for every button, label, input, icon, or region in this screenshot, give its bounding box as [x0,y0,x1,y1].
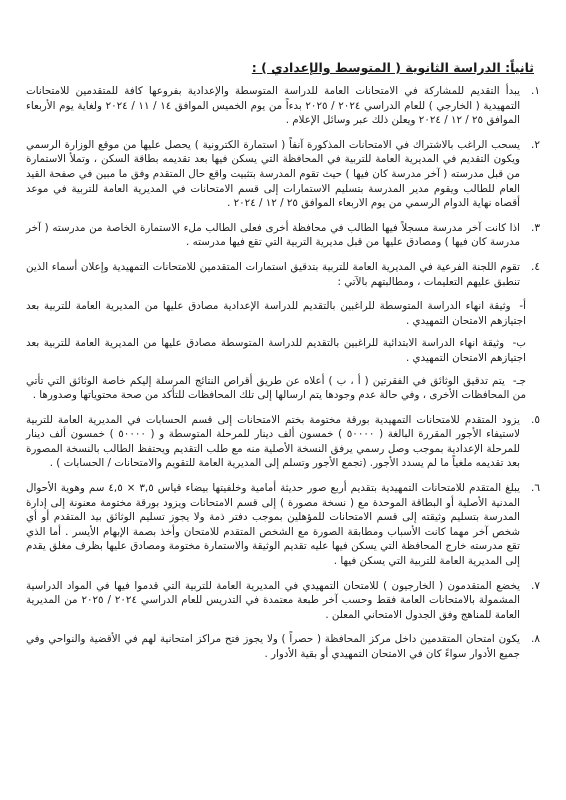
item-number: .١ [531,85,540,97]
item-text: يسحب الراغب بالاشتراك في الامتحانات المذكورة آنفاً ( استمارة الكترونية ) يحصل عليها من موقع الوزارة الرسمي ويكون التقديم في المديرية العامة للتربية في المحافظة التي يسكن فيها بعد تقديمه بطاقة السكن ، وتملأ الاستمارة من قبل مدرسته ( آخر مدرسة كان فيها ) حيث تقوم المدرسة بتثبيت واقع حال المتقدم وفق ما مبين في صفحة القيد العام للطالب ويقوم مدير المدرسة بتسليم الاستمارات إلى قسم الامتحانات في المديرية العامة للتربية في موعد أقصاه نهاية الدوام الرسمي من يوم الاربعاء الموافق ٢٥ / ١٢ / ٢٠٢٤ . [26,138,520,210]
item-number: .٦ [531,482,540,495]
list-item [26,481,540,569]
item-number: .٢ [531,138,540,151]
sub-item [26,374,526,403]
sub-item-text: وثيقة انهاء الدراسة الابتدائية للراغبين بالتقديم للدراسة المتوسطة مصادق عليها من المديرية العامة للتربية بعد اجتيازهم الامتحان التمهيدي . [26,337,526,364]
sub-item-label: أ- [519,300,526,313]
item-number: .٥ [531,413,540,426]
item-number: .٤ [531,260,540,273]
item-text: يخضع المتقدمون ( الخارجيون ) للامتحان التمهيدي في المديرية العامة للتربية التي قدموا فيها في المواد الدراسية المشمولة بالامتحانات العامة فقط وحسب آخر طبعة معتمدة في التدريس للعام الدراسي ٢٠٢٤ / ٢٠٢٥ من المديرية العامة للمناهج وفق الجدول الامتحاني المعلن . [26,579,521,621]
item-text: يكون امتحان المتقدمين داخل مركز المحافظة ( حصراً ) ولا يجوز فتح مراكز امتحانية لهم في الأقضية والنواحي وفي جميع الأدوار سواءً كان في الامتحان التمهيدي أو بقية الأدوار . [26,633,520,660]
item-number: .٣ [531,221,540,234]
item-text: يزود المتقدم للامتحانات التمهيدية بورقة مختومة بختم الامتحانات إلى قسم الحسابات في المديرية العامة للتربية لاستيفاء الأجور المقررة البالغة ( ٥٠٠٠٠ ) خمسون ألف دينار للمرحلة المتوسطة و ( ٥٠٠٠٠ ) خمسون ألف دينار للمرحلة الإعدادية بموجب وصل رسمي يرفق النسخة الأصلية منه مع طلب التقديم ويحتفظ الطالب بالنسخة المصورة بعد تقديمه ملغياً ما لم يسدد الأجور. (تجمع الأجور وتسلم إلى المديرية العامة للتقويم والامتحانات / الحسابات ) . [26,413,520,470]
list-item [26,260,540,289]
sub-item [26,336,526,365]
sub-item-text: يتم تدقيق الوثائق في الفقرتين ( أ ، ب ) أعلاه عن طريق أقراص النتائج المرسلة إليكم خاصة الوثائق التي تأتي من المحافظات الأخرى ، وفي حالة عدم وجودها يتم ارسالها إلى تلك المحافظات للتأكد من صحة محتوياتها وصدورها . [26,374,526,402]
item-text: يبدأ التقديم للمشاركة في الامتحانات العامة للدراسة المتوسطة والإعدادية بفروعها كافة للمتقدمين للامتحانات التمهيدية ( الخارجي ) للعام الدراسي ٢٠٢٤ / ٢٠٢٥ بدءاً من يوم الخميس الموافق ١٤ / ١١ / ٢٠٢٤ ولغاية يوم الأربعاء الموافق ٢٥ / ١٢ / ٢٠٢٤ ويعلن ذلك عبر وسائل الإعلام . [26,85,521,127]
item-number: .٧ [531,579,540,592]
sub-item [26,299,526,328]
item-text: تقوم اللجنة الفرعية في المديرية العامة للتربية بتدقيق استمارات المتقدمين للامتحانات التمهيدية وإعلان أسماء الذين تنطبق عليهم التعليمات ، ومطالبتهم بالآتي : [26,260,520,288]
sub-item-label: ب- [512,337,527,350]
item-text: اذا كانت آخر مدرسة مسجلاً فيها الطالب في محافظة أخرى فعلى الطالب ملء الاستمارة الخاصة من مدرسته ( آخر مدرسة كان فيها ) ومصادق عليها من قبل مديرية التربية التي تقع فيها مدرسته . [26,221,520,249]
list-item [26,579,540,623]
document-body [26,84,540,672]
list-item [26,413,540,471]
list-item [26,138,540,211]
item-number: .٨ [531,633,540,646]
sub-item-text: وثيقة انهاء الدراسة المتوسطة للراغبين بالتقديم للدراسة الإعدادية مصادق عليها من المديرية العامة للتربية بعد اجتيازهم الامتحان التمهيدي . [26,300,526,327]
list-item [26,221,540,250]
item-text: يبلغ المتقدم للامتحانات التمهيدية بتقديم أربع صور حديثة أمامية وخلفيتها بيضاء قياس ٣,٥ × ٤,٥ سم وهوية الأحوال المدنية الأصلية أو البطاقة الموحدة مع ( نسخة مصورة ) إلى قسم الامتحانات ويزود بورقة مختومة معنونة إلى إدارة المدرسة بتسليم وثيقته إلى قسم الامتحانات للمؤهلين بموجب دفتر ذمة ولا يجوز تسليم الوثائق بيد المتقدم أو أي شخص آخر مهما كانت الأسباب ومطابقة الصورة مع الشخص المتقدم للامتحان وأخذ بصمة الإبهام الأيسر . أما الذي تقع مدرسته خارج المحافظة التي يسكن فيها عليه تقديم الوثيقة والاستمارة مختومة ومصادق عليها بظرف مغلق يقدم إلى المديرية العامة للتربية التي يسكن فيها . [26,482,520,568]
section-heading: ثانياً: الدراسة الثانوية ( المتوسط والإعدادي ) : [251,60,534,75]
sub-item-label: جـ- [512,374,527,387]
list-item [26,84,540,128]
list-item [26,632,540,661]
